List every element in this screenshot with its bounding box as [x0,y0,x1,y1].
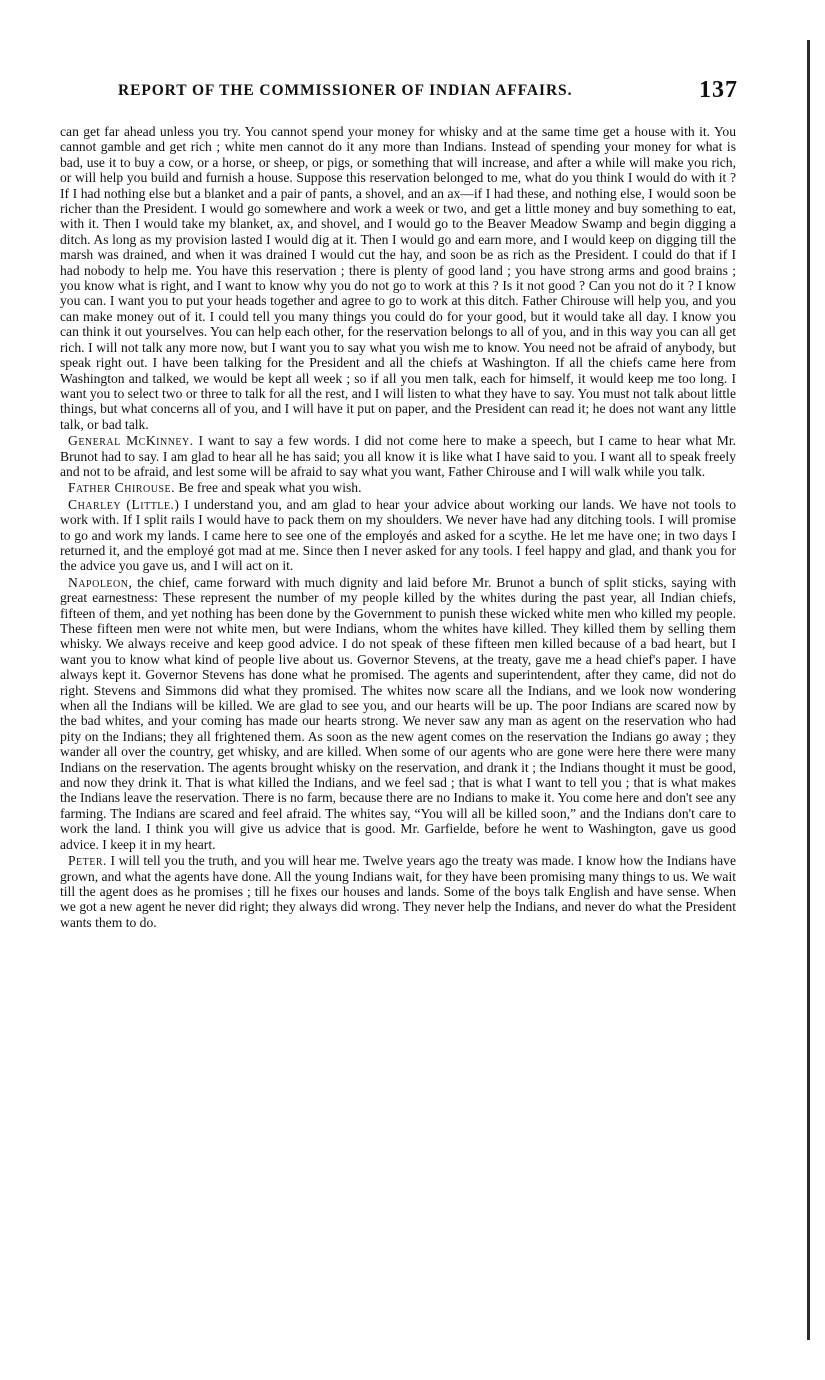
paragraph [60,575,736,852]
paragraph-text: can get far ahead unless you try. You cannot spend your money for whisky and at the same time get a house with it. You cannot gamble and get rich ; white men cannot do it any more than Indians. Instead of spending your money for what is bad, use it to buy a cow, or a horse, or sheep, or pigs, or something that will increase, and after a while will make you rich, or will help you build and furnish a house. Suppose this reservation belonged to me, what do you think I would do with it ? If I had nothing else but a blanket and a pair of pants, a shovel, and an ax—if I had these, and nothing else, I would soon be richer than the President. I would go somewhere and work a week or two, and get a little money and buy something to eat, with it. Then I would take my blanket, ax, and shovel, and I would go to the Beaver Meadow Swamp and begin digging a ditch. As long as my provision lasted I would dig at it. Then I would go and earn more, and I would keep on digging till the marsh was drained, and when it was drained I would cut the hay, and soon be as rich as the President. I could do that if I had nobody to help me. You have this reservation ; there is plenty of good land ; you have strong arms and good brains ; you know what is right, and I want to know why you do not go to work at this ? Is it not good ? Can you not do it ? I know you can. I want you to put your heads together and agree to go to work at this ditch. Father Chirouse will help you, and you can make money out of it. I could tell you many things you could do for your good, but it would take all day. I know you can think it out yourselves. You can help each other, for the reservation belongs to all of you, and in this way you can all get rich. I will not talk any more now, but I want you to say what you wish me to know. You need not be afraid of anybody, but speak right out. I have been talking for the President and all the chiefs at Washington. If all the chiefs came here from Washington and talked, we would be kept all week ; so if all you men talk, each for himself, it would keep me too long. I want you to select two or three to talk for all the rest, and I will listen to what they have to say. You must not talk about little things, but what concerns all of you, and I will have it put on paper, and the President can read it; he does not want any little talk, or bad talk. [60,124,736,432]
paragraph [60,497,736,574]
paragraph-text: I want to say a few words. I did not come here to make a speech, but I came to hear what Mr. Brunot had to say. I am glad to hear all he has said; you all know it is like what I have said to you. I want all to speak freely and not to be afraid, and lest some will be afraid to say what you want, Father Chirouse and I will walk while you talk. [60,433,736,479]
paragraph [60,124,736,432]
page-edge [807,40,810,1340]
page-number: 137 [699,77,738,103]
speaker-name: Napoleon, [68,574,133,590]
paragraph [60,433,736,479]
paragraph [60,480,736,495]
speaker-name: Charley (Little.) [68,496,180,512]
paragraph-text: I understand you, and am glad to hear your advice about working our lands. We have not tools to work with. If I split rails I would have to pack them on my shoulders. We never have had any ditching tools. I will promise to go and work my lands. I came here to see one of the employés and asked for a scythe. He let me have one; in two days I returned it, and the employé got mad at me. Since then I never asked for any tools. I feel happy and glad, and thank you for the advice you gave us, and I will act on it. [60,496,736,574]
paragraph-text: Be free and speak what you wish. [174,480,362,496]
speaker-name: Peter. [68,853,107,869]
speaker-name: Father Chirouse. [68,480,175,496]
running-title: REPORT OF THE COMMISSIONER OF INDIAN AFFAIRS. [118,82,573,99]
running-head [118,77,738,106]
speaker-name: General McKinney. [68,433,194,449]
body-text [60,124,736,931]
paragraph-text: the chief, came forward with much dignity and laid before Mr. Brunot a bunch of split sticks, saying with great earnestness: These represent the number of my people killed by the whites during the past year, all Indian chiefs, fifteen of them, and yet nothing has been done by the Government to punish these wicked white men who killed my people. These fifteen men were not white men, but were Indians, whom the whites have killed. They killed them by selling them whisky. We always receive and keep good advice. I do not speak of these fifteen men killed because of a bad heart, but I want you to know what kind of people live about us. Governor Stevens, at the treaty, gave me a head chief's paper. I have always kept it. Governor Stevens has done what he promised. The agents and superintendent, after they came, did not do right. Stevens and Simmons did what they promised. The whites now scare all the Indians, and we look now wondering when all the Indians will be killed. We are glad to see you, and our hearts will be up. The poor Indians are scared now by the bad whites, and your coming has made our hearts strong. We never saw any man as agent on the reservation who had pity on the Indians; they all frightened them. As soon as the new agent comes on the reservation the Indians go away ; they wander all over the country, get whisky, and are killed. When some of our agents who are gone were here there were many Indians on the reservation. The agents brought whisky on the reservation, and drank it ; the Indians thought it must be good, and now they drink it. That is what killed the Indians, and we feel sad ; that is what I want to tell you ; that is what makes the Indians leave the reservation. There is no farm, because there are no Indians to make it. You come here and don't see any farming. The Indians are scared and feel afraid. The whites say, “You will all be killed soon,” and the Indians don't care to work the land. I think you will give us advice that is good. Mr. Garfielde, before he went to Washington, gave us good advice. I keep it in my heart. [60,574,736,852]
paragraph-text: I will tell you the truth, and you will hear me. Twelve years ago the treaty was made. I know how the Indians have grown, and what the agents have done. All the young Indians wait, for they have been promising many things to us. We wait till the agent does as he promises ; till he fixes our houses and lands. Some of the boys talk English and have sense. When we got a new agent he never did right; they always did wrong. They never help the Indians, and never do what the President wants them to do. [60,853,736,930]
paragraph [60,853,736,930]
